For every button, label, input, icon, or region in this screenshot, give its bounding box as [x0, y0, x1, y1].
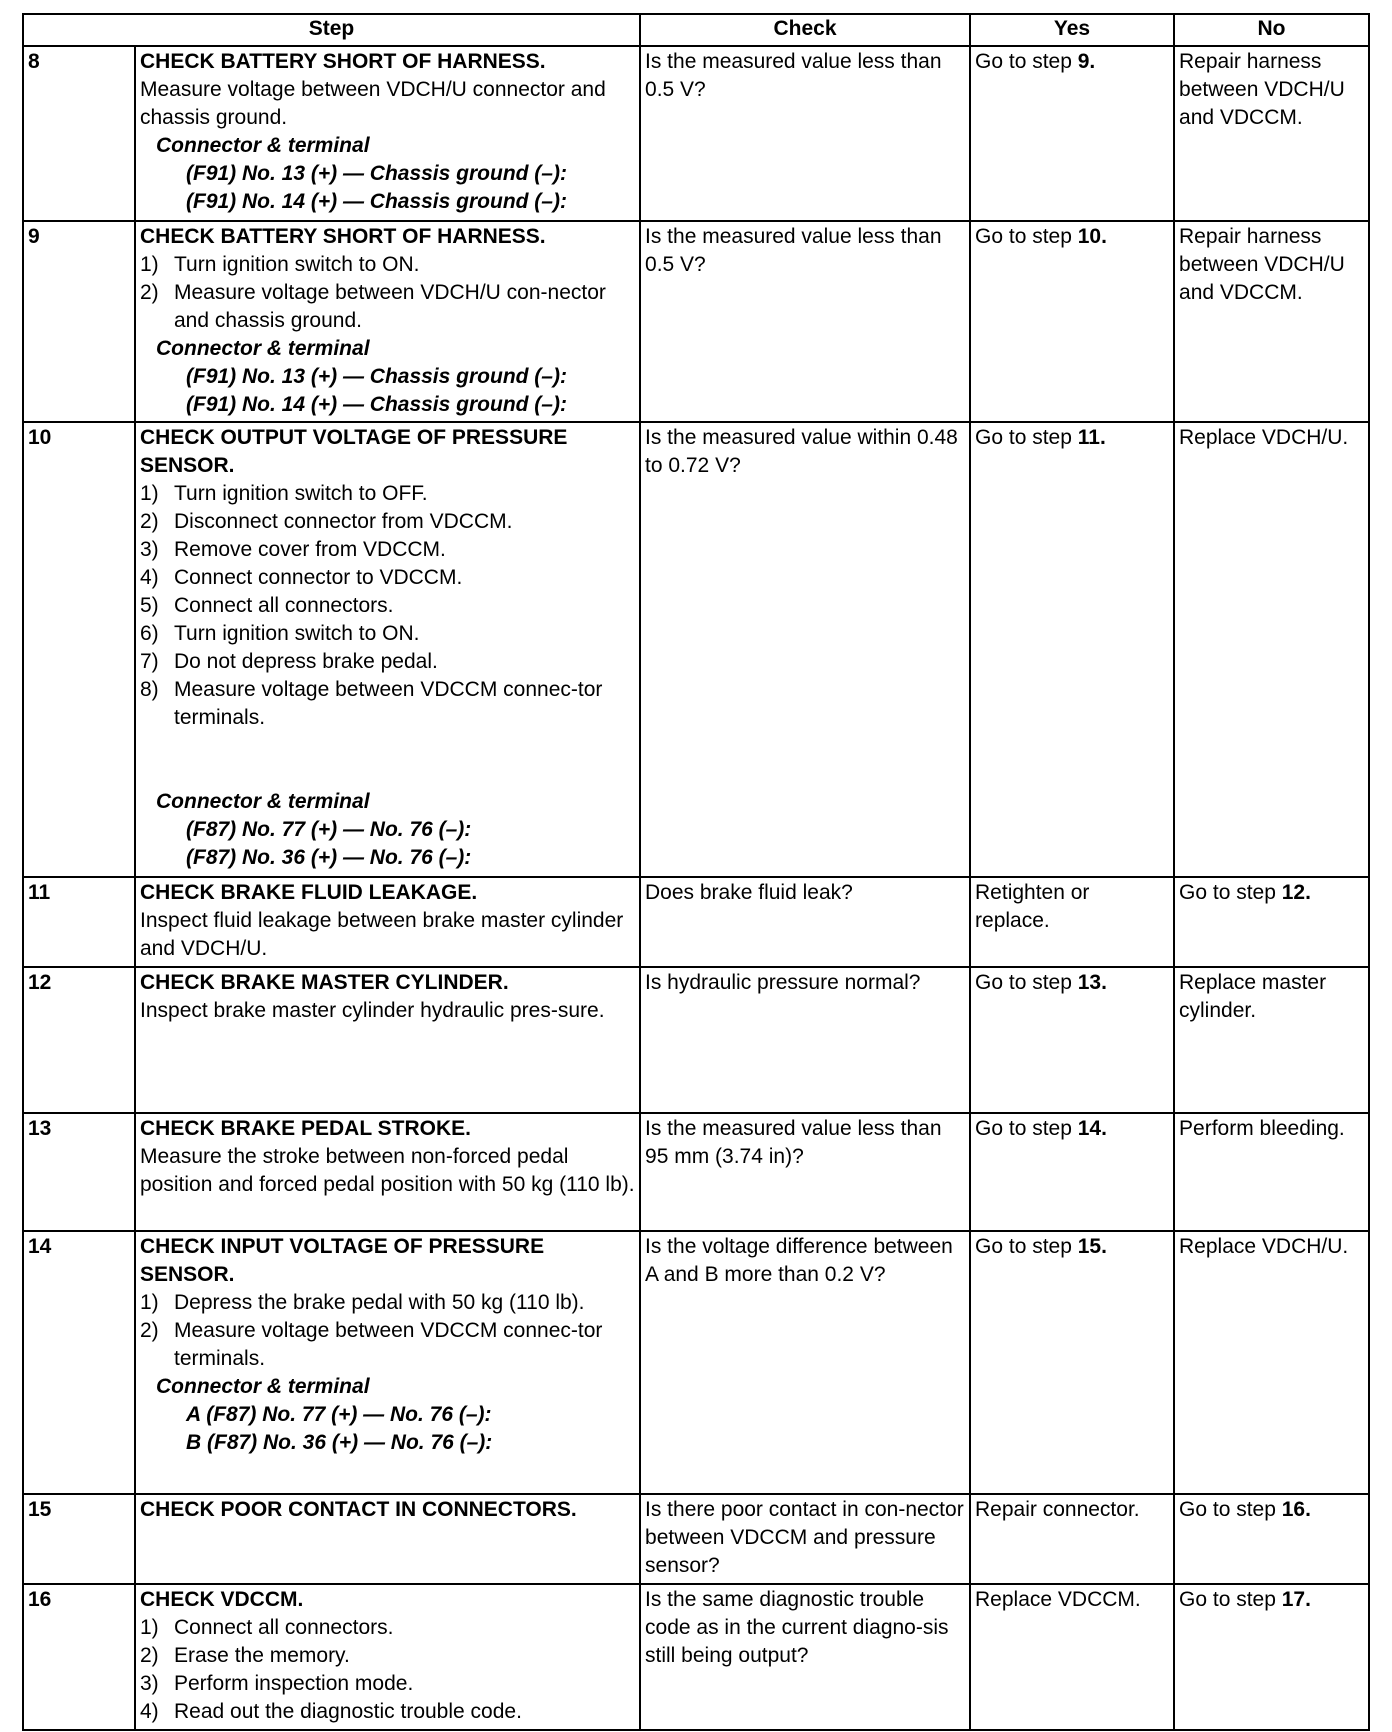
list-item-number: 2) — [140, 1319, 159, 1342]
list-item — [140, 1642, 635, 1670]
diagnostic-table — [22, 13, 1370, 1731]
step-title: CHECK OUTPUT VOLTAGE OF PRESSURE SENSOR. — [140, 426, 568, 477]
no-cell: Replace master cylinder. — [1174, 967, 1369, 1113]
list-item — [140, 536, 635, 564]
yes-cell — [970, 46, 1174, 221]
step-number: 16 — [23, 1584, 135, 1730]
no-cell: Perform bleeding. — [1174, 1113, 1369, 1231]
connector-terminal-line: (F91) No. 14 (+) — Chassis ground (–): — [186, 393, 567, 416]
table-row — [23, 877, 1369, 967]
list-item — [140, 279, 635, 335]
no-step-ref: 12. — [1281, 881, 1311, 904]
step-number: 15 — [23, 1494, 135, 1584]
step-title: CHECK INPUT VOLTAGE OF PRESSURE SENSOR. — [140, 1235, 545, 1286]
header-no: No — [1174, 14, 1369, 46]
header-step: Step — [23, 14, 640, 46]
connector-terminal-label: Connector & terminal — [156, 134, 370, 157]
no-cell — [1174, 1494, 1369, 1584]
step-cell — [135, 967, 640, 1113]
step-cell — [135, 1113, 640, 1231]
check-cell: Is hydraulic pressure normal? — [640, 967, 970, 1113]
connector-terminal-label: Connector & terminal — [156, 337, 370, 360]
list-item-text: Depress the brake pedal with 50 kg (110 lb). — [174, 1291, 585, 1314]
yes-step-ref: 10. — [1077, 225, 1107, 248]
header-check: Check — [640, 14, 970, 46]
list-item-text: Connect all connectors. — [174, 594, 394, 617]
step-description: Measure voltage between VDCH/U connector and chassis ground. — [140, 78, 606, 129]
step-title: CHECK BATTERY SHORT OF HARNESS. — [140, 50, 546, 73]
yes-cell — [970, 221, 1174, 422]
yes-cell — [970, 1231, 1174, 1494]
connector-terminal-line: A (F87) No. 77 (+) — No. 76 (–): — [186, 1403, 492, 1426]
list-item — [140, 564, 635, 592]
no-step-ref: 16. — [1281, 1498, 1311, 1521]
list-item-number: 1) — [140, 253, 159, 276]
list-item — [140, 508, 635, 536]
step-cell — [135, 46, 640, 221]
step-cell — [135, 1494, 640, 1584]
list-item-number: 3) — [140, 538, 159, 561]
list-item-text: Erase the memory. — [174, 1644, 350, 1667]
list-item — [140, 1317, 635, 1373]
table-header-row — [23, 14, 1369, 46]
step-description: Measure the stroke between non-forced pedal position and forced pedal position with 50 kg (110 lb). — [140, 1145, 635, 1196]
list-item — [140, 480, 635, 508]
step-number: 13 — [23, 1113, 135, 1231]
list-item-text: Remove cover from VDCCM. — [174, 538, 446, 561]
yes-cell — [970, 967, 1174, 1113]
table-row — [23, 1584, 1369, 1730]
no-text: Go to step — [1179, 1588, 1282, 1611]
blank-space — [140, 732, 635, 788]
yes-cell — [970, 422, 1174, 877]
no-cell — [1174, 1584, 1369, 1730]
list-item-text: Measure voltage between VDCH/U con-nector and chassis ground. — [174, 281, 606, 332]
no-cell: Replace VDCH/U. — [1174, 422, 1369, 877]
list-item — [140, 620, 635, 648]
step-description: Inspect brake master cylinder hydraulic pres-sure. — [140, 999, 605, 1022]
list-item — [140, 676, 635, 732]
yes-text: Go to step — [975, 1235, 1078, 1258]
yes-cell: Retighten or replace. — [970, 877, 1174, 967]
step-procedure-list — [140, 251, 635, 335]
table-row — [23, 1113, 1369, 1231]
list-item — [140, 592, 635, 620]
check-cell: Does brake fluid leak? — [640, 877, 970, 967]
step-number: 8 — [23, 46, 135, 221]
no-step-ref: 17. — [1281, 1588, 1311, 1611]
check-cell: Is the voltage difference between A and B more than 0.2 V? — [640, 1231, 970, 1494]
list-item-number: 5) — [140, 594, 159, 617]
yes-cell: Repair connector. — [970, 1494, 1174, 1584]
no-cell: Repair harness between VDCH/U and VDCCM. — [1174, 46, 1369, 221]
connector-terminal-label: Connector & terminal — [156, 790, 370, 813]
list-item-text: Turn ignition switch to OFF. — [174, 482, 428, 505]
step-number: 12 — [23, 967, 135, 1113]
connector-terminal-line: (F91) No. 14 (+) — Chassis ground (–): — [186, 190, 567, 213]
yes-text: Go to step — [975, 426, 1078, 449]
list-item-text: Read out the diagnostic trouble code. — [174, 1700, 522, 1723]
connector-terminal-line: (F87) No. 36 (+) — No. 76 (–): — [186, 846, 472, 869]
yes-text: Go to step — [975, 1117, 1078, 1140]
list-item-text: Do not depress brake pedal. — [174, 650, 438, 673]
list-item-text: Disconnect connector from VDCCM. — [174, 510, 513, 533]
check-cell: Is the measured value less than 0.5 V? — [640, 221, 970, 422]
step-title: CHECK BATTERY SHORT OF HARNESS. — [140, 225, 546, 248]
yes-text: Go to step — [975, 50, 1078, 73]
connector-terminal-line: (F91) No. 13 (+) — Chassis ground (–): — [186, 365, 567, 388]
no-cell: Replace VDCH/U. — [1174, 1231, 1369, 1494]
no-text: Go to step — [1179, 881, 1282, 904]
table-row — [23, 46, 1369, 221]
step-title: CHECK BRAKE MASTER CYLINDER. — [140, 971, 509, 994]
step-description: Inspect fluid leakage between brake master cylinder and VDCH/U. — [140, 909, 624, 960]
connector-terminal-line: (F87) No. 77 (+) — No. 76 (–): — [186, 818, 472, 841]
step-number: 9 — [23, 221, 135, 422]
step-cell — [135, 422, 640, 877]
list-item-number: 2) — [140, 510, 159, 533]
connector-terminal-line: B (F87) No. 36 (+) — No. 76 (–): — [186, 1431, 493, 1454]
check-cell: Is the measured value within 0.48 to 0.72 V? — [640, 422, 970, 877]
table-row — [23, 422, 1369, 877]
step-procedure-list — [140, 1614, 635, 1726]
step-cell — [135, 1231, 640, 1494]
yes-step-ref: 11. — [1077, 426, 1106, 449]
list-item — [140, 251, 635, 279]
list-item-text: Perform inspection mode. — [174, 1672, 414, 1695]
table-row — [23, 1494, 1369, 1584]
check-cell: Is there poor contact in con-nector between VDCCM and pressure sensor? — [640, 1494, 970, 1584]
step-procedure-list — [140, 480, 635, 732]
step-cell — [135, 221, 640, 422]
list-item — [140, 1670, 635, 1698]
list-item-text: Measure voltage between VDCCM connec-tor terminals. — [174, 1319, 603, 1370]
connector-terminal-line: (F91) No. 13 (+) — Chassis ground (–): — [186, 162, 567, 185]
list-item-number: 6) — [140, 622, 159, 645]
diagnostic-page — [22, 13, 1368, 1731]
list-item-number: 2) — [140, 1644, 159, 1667]
step-procedure-list — [140, 1289, 635, 1373]
list-item-number: 3) — [140, 1672, 159, 1695]
list-item-text: Turn ignition switch to ON. — [174, 622, 420, 645]
step-cell — [135, 1584, 640, 1730]
yes-step-ref: 9. — [1077, 50, 1096, 73]
step-title: CHECK VDCCM. — [140, 1588, 304, 1611]
table-row — [23, 221, 1369, 422]
header-yes: Yes — [970, 14, 1174, 46]
step-title: CHECK BRAKE PEDAL STROKE. — [140, 1117, 471, 1140]
list-item-number: 1) — [140, 482, 159, 505]
list-item-number: 2) — [140, 281, 159, 304]
check-cell: Is the same diagnostic trouble code as in the current diagno-sis still being output? — [640, 1584, 970, 1730]
list-item-text: Connect connector to VDCCM. — [174, 566, 463, 589]
list-item — [140, 648, 635, 676]
no-text: Go to step — [1179, 1498, 1282, 1521]
no-cell: Repair harness between VDCH/U and VDCCM. — [1174, 221, 1369, 422]
yes-step-ref: 15. — [1077, 1235, 1107, 1258]
list-item-number: 4) — [140, 566, 159, 589]
yes-text: Go to step — [975, 971, 1078, 994]
yes-text: Go to step — [975, 225, 1078, 248]
list-item-text: Turn ignition switch to ON. — [174, 253, 420, 276]
list-item-number: 1) — [140, 1616, 159, 1639]
step-number: 11 — [23, 877, 135, 967]
check-cell: Is the measured value less than 0.5 V? — [640, 46, 970, 221]
check-cell: Is the measured value less than 95 mm (3.74 in)? — [640, 1113, 970, 1231]
step-title: CHECK POOR CONTACT IN CONNECTORS. — [140, 1498, 577, 1521]
yes-cell — [970, 1113, 1174, 1231]
connector-terminal-label: Connector & terminal — [156, 1375, 370, 1398]
step-cell — [135, 877, 640, 967]
step-number: 14 — [23, 1231, 135, 1494]
list-item-number: 1) — [140, 1291, 159, 1314]
list-item-number: 8) — [140, 678, 159, 701]
yes-step-ref: 14. — [1077, 1117, 1107, 1140]
list-item-number: 4) — [140, 1700, 159, 1723]
table-row — [23, 1231, 1369, 1494]
list-item-number: 7) — [140, 650, 159, 673]
yes-step-ref: 13. — [1077, 971, 1107, 994]
list-item — [140, 1289, 635, 1317]
table-row — [23, 967, 1369, 1113]
step-number: 10 — [23, 422, 135, 877]
list-item — [140, 1698, 635, 1726]
yes-cell: Replace VDCCM. — [970, 1584, 1174, 1730]
list-item-text: Measure voltage between VDCCM connec-tor terminals. — [174, 678, 603, 729]
list-item — [140, 1614, 635, 1642]
no-cell — [1174, 877, 1369, 967]
step-title: CHECK BRAKE FLUID LEAKAGE. — [140, 881, 478, 904]
list-item-text: Connect all connectors. — [174, 1616, 394, 1639]
